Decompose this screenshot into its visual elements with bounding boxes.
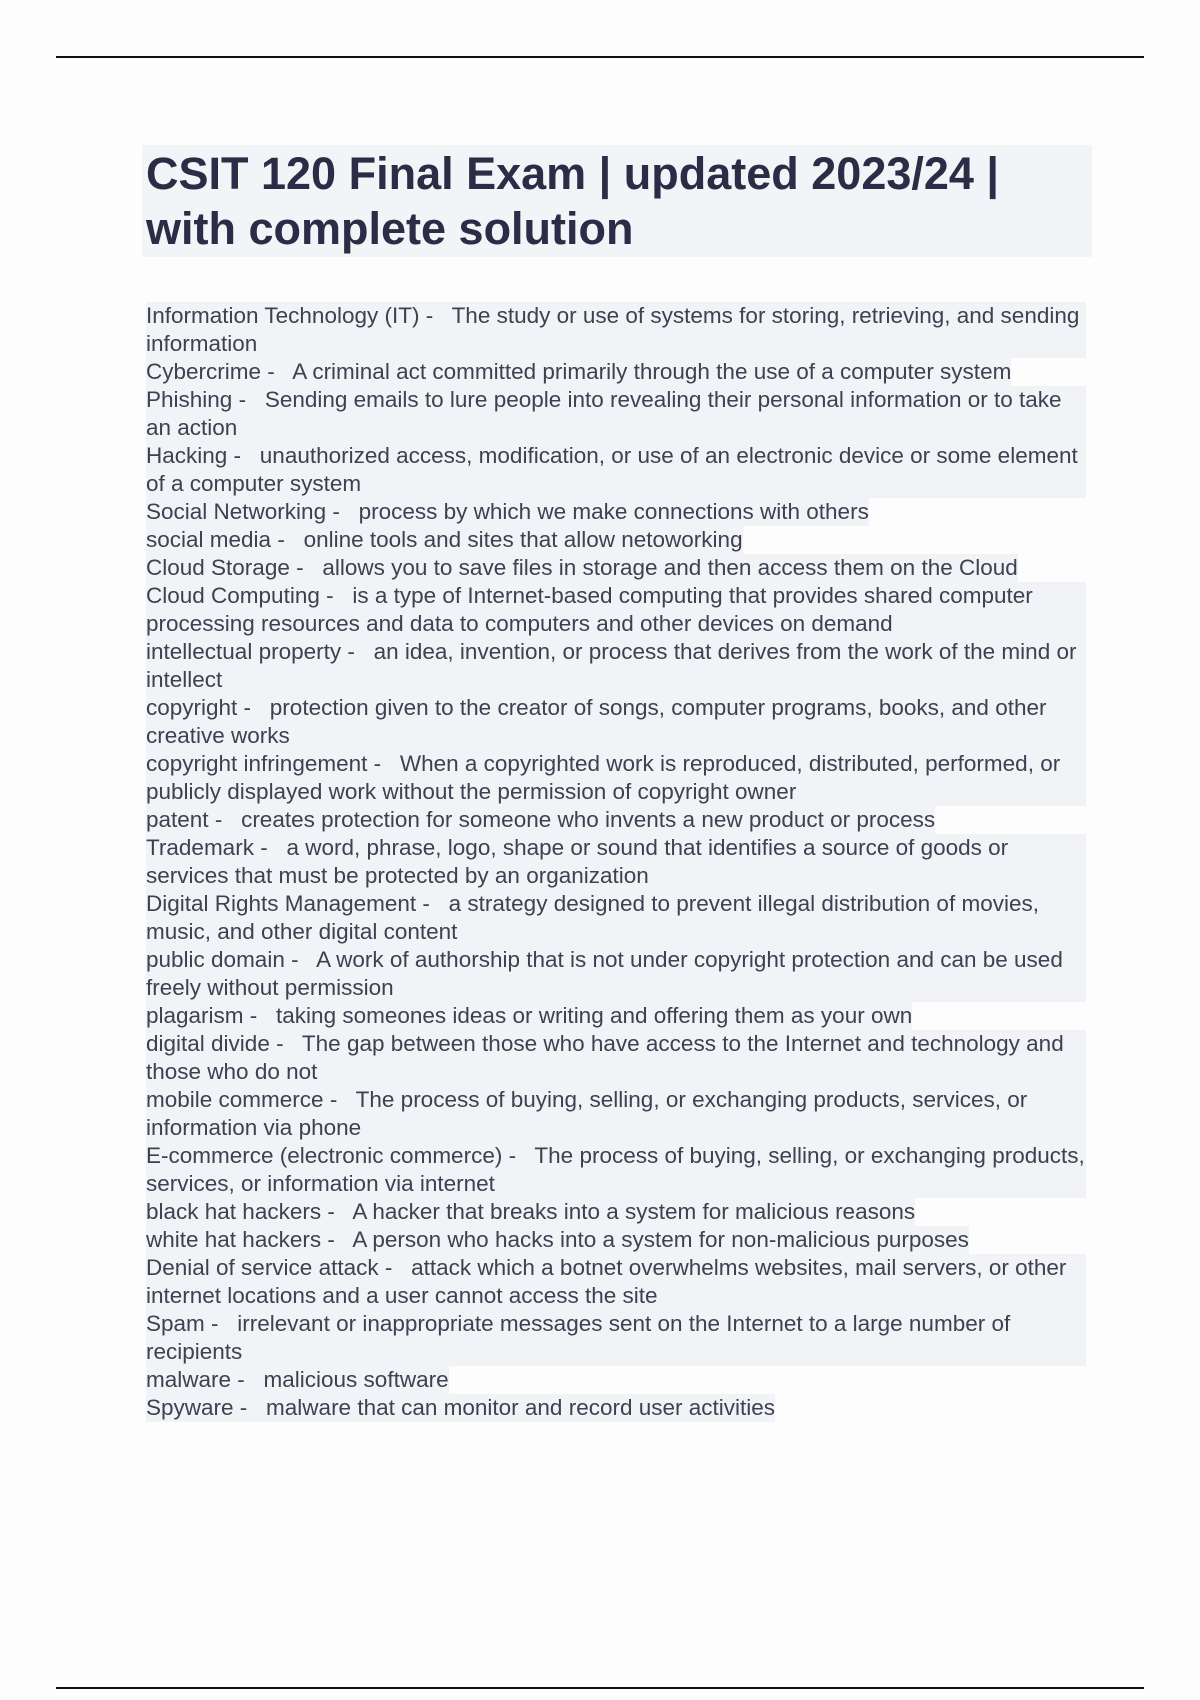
- term-definition: an idea, invention, or process that derives from the work of the mind or intellect: [146, 639, 1077, 692]
- term-name: copyright infringement: [146, 751, 368, 776]
- glossary-entry: [146, 1366, 449, 1394]
- term-name: E-commerce (electronic commerce): [146, 1143, 503, 1168]
- term-separator: -: [416, 891, 449, 916]
- term-definition: a strategy designed to prevent illegal distribution of movies, music, and other digital content: [146, 891, 1039, 944]
- term-definition: A hacker that breaks into a system for malicious reasons: [352, 1199, 916, 1224]
- term-separator: -: [321, 1227, 353, 1252]
- glossary-entry: [146, 694, 1086, 750]
- term-name: Hacking: [146, 443, 228, 468]
- glossary-entry: [146, 526, 743, 554]
- term-name: social media: [146, 527, 272, 552]
- glossary-list: [146, 302, 1086, 1422]
- term-name: Spyware: [146, 1395, 234, 1420]
- glossary-entry: [146, 358, 1011, 386]
- term-name: Spam: [146, 1311, 205, 1336]
- glossary-entry: [146, 302, 1086, 358]
- glossary-entry: [146, 890, 1086, 946]
- term-definition: The study or use of systems for storing, retrieving, and sending information: [146, 303, 1080, 356]
- term-name: Denial of service attack: [146, 1255, 379, 1280]
- term-name: malware: [146, 1367, 232, 1392]
- term-definition: protection given to the creator of songs, computer programs, books, and other creative works: [146, 695, 1047, 748]
- term-separator: -: [208, 807, 242, 832]
- term-definition: A person who hacks into a system for non-malicious purposes: [352, 1227, 969, 1252]
- document-title: CSIT 120 Final Exam | updated 2023/24 | with complete solution: [146, 148, 1000, 254]
- glossary-entry: [146, 834, 1086, 890]
- term-separator: -: [341, 639, 374, 664]
- term-separator: -: [378, 1255, 412, 1280]
- glossary-entry: [146, 1002, 912, 1030]
- glossary-entry: [146, 806, 935, 834]
- term-name: copyright: [146, 695, 238, 720]
- term-definition: A work of authorship that is not under copyright protection and can be used freely without permission: [146, 947, 1063, 1000]
- term-name: white hat hackers: [146, 1227, 322, 1252]
- term-name: Social Networking: [146, 499, 327, 524]
- glossary-entry: [146, 1030, 1086, 1086]
- glossary-entry: [146, 1086, 1086, 1142]
- term-separator: -: [323, 1087, 356, 1112]
- term-separator: -: [261, 359, 293, 384]
- glossary-entry: [146, 1254, 1086, 1310]
- term-separator: -: [502, 1143, 535, 1168]
- term-name: Trademark: [146, 835, 254, 860]
- glossary-entry: [146, 1142, 1086, 1198]
- term-separator: -: [321, 1199, 353, 1224]
- term-definition: creates protection for someone who invents a new product or process: [241, 807, 936, 832]
- glossary-entry: [146, 582, 1086, 638]
- term-definition: taking someones ideas or writing and offering them as your own: [276, 1003, 913, 1028]
- glossary-entry: [146, 1394, 775, 1422]
- term-definition: The process of buying, selling, or exchanging products, services, or information via internet: [146, 1143, 1085, 1196]
- term-name: digital divide: [146, 1031, 270, 1056]
- term-definition: The gap between those who have access to the Internet and technology and those who do not: [146, 1031, 1064, 1084]
- term-separator: -: [237, 695, 270, 720]
- term-separator: -: [232, 387, 265, 412]
- term-name: Digital Rights Management: [146, 891, 417, 916]
- glossary-entry: [146, 498, 869, 526]
- term-separator: -: [367, 751, 400, 776]
- term-name: black hat hackers: [146, 1199, 322, 1224]
- term-separator: -: [419, 303, 452, 328]
- term-separator: -: [204, 1311, 238, 1336]
- bottom-rule: [56, 1687, 1144, 1689]
- glossary-entry: [146, 554, 1018, 582]
- term-separator: -: [227, 443, 260, 468]
- term-separator: -: [319, 583, 353, 608]
- term-definition: A criminal act committed primarily through the use of a computer system: [292, 359, 1012, 384]
- glossary-entry: [146, 1226, 969, 1254]
- term-definition: malicious software: [263, 1367, 449, 1392]
- term-definition: a word, phrase, logo, shape or sound that identifies a source of goods or services that must be protected by an organization: [146, 835, 1009, 888]
- glossary-entry: [146, 386, 1086, 442]
- term-definition: unauthorized access, modification, or use of an electronic device or some element of a computer system: [146, 443, 1078, 496]
- glossary-entry: [146, 750, 1086, 806]
- term-definition: malware that can monitor and record user activities: [266, 1395, 776, 1420]
- term-separator: -: [326, 499, 359, 524]
- term-separator: -: [231, 1367, 264, 1392]
- term-definition: When a copyrighted work is reproduced, distributed, performed, or publicly displayed work without the permission of copyright owner: [146, 751, 1061, 804]
- term-definition: allows you to save files in storage and then access them on the Cloud: [322, 555, 1018, 580]
- term-name: intellectual property: [146, 639, 342, 664]
- term-definition: attack which a botnet overwhelms websites, mail servers, or other internet locations and a user cannot access the site: [146, 1255, 1067, 1308]
- term-separator: -: [233, 1395, 267, 1420]
- term-name: Cloud Storage: [146, 555, 290, 580]
- term-definition: Sending emails to lure people into revealing their personal information or to take an action: [146, 387, 1062, 440]
- term-separator: -: [271, 527, 304, 552]
- glossary-entry: [146, 1310, 1086, 1366]
- term-name: Cloud Computing: [146, 583, 320, 608]
- term-separator: -: [284, 947, 317, 972]
- glossary-entry: [146, 442, 1086, 498]
- term-name: plagarism: [146, 1003, 244, 1028]
- term-definition: process by which we make connections with others: [358, 499, 869, 524]
- term-name: Cybercrime: [146, 359, 262, 384]
- term-name: Information Technology (IT): [146, 303, 420, 328]
- glossary-entry: [146, 946, 1086, 1002]
- term-definition: online tools and sites that allow netoworking: [303, 527, 743, 552]
- term-name: mobile commerce: [146, 1087, 324, 1112]
- glossary-entry: [146, 1198, 915, 1226]
- top-rule: [56, 56, 1144, 58]
- term-name: public domain: [146, 947, 285, 972]
- glossary-entry: [146, 638, 1086, 694]
- term-separator: -: [269, 1031, 302, 1056]
- term-definition: irrelevant or inappropriate messages sent on the Internet to a large number of recipients: [146, 1311, 1011, 1364]
- term-definition: The process of buying, selling, or exchanging products, services, or information via phone: [146, 1087, 1028, 1140]
- term-separator: -: [253, 835, 287, 860]
- term-separator: -: [243, 1003, 277, 1028]
- term-separator: -: [289, 555, 323, 580]
- term-definition: is a type of Internet-based computing that provides shared computer processing resources and data to computers and other devices on demand: [146, 583, 1033, 636]
- term-name: Phishing: [146, 387, 233, 412]
- term-name: patent: [146, 807, 209, 832]
